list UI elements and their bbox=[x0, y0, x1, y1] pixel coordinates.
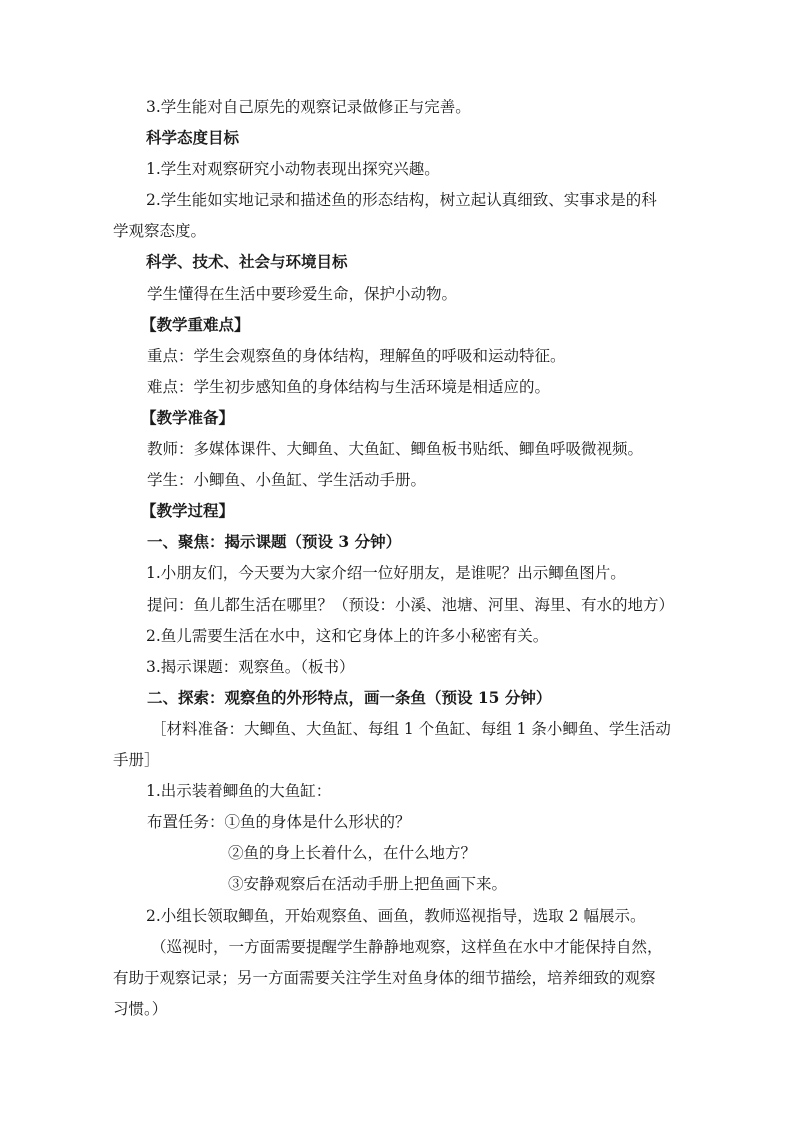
heading-process: 【教学过程】 bbox=[141, 501, 235, 520]
difficult-point: 难点：学生初步感知鱼的身体结构与生活环境是相适应的。 bbox=[147, 378, 551, 396]
stse-goal: 学生懂得在生活中要珍爱生命，保护小动物。 bbox=[147, 285, 458, 303]
goal-line-3: 3.学生能对自己原先的观察记录做修正与完善。 bbox=[146, 98, 471, 116]
task-3: ③安静观察后在活动手册上把鱼画下来。 bbox=[228, 875, 508, 893]
teacher-materials: 教师：多媒体课件、大鲫鱼、大鱼缸、鲫鱼板书贴纸、鲫鱼呼吸微视频。 bbox=[147, 440, 644, 458]
patrol-note: （巡视时，一方面需要提醒学生静静地观察，这样鱼在水中才能保持自然， bbox=[151, 938, 663, 956]
explore-step-1: 1.出示装着鲫鱼的大鱼缸： bbox=[146, 782, 332, 800]
patrol-note-cont: 有助于观察记录；另一方面需要关注学生对鱼身体的细节描绘，培养细致的观察 bbox=[113, 969, 656, 987]
task-1: 布置任务：①鱼的身体是什么形状的？ bbox=[147, 813, 411, 831]
explore-step-2: 2.小组长领取鲫鱼，开始观察鱼、画鱼，教师巡视指导，选取 2 幅展示。 bbox=[146, 907, 646, 925]
heading-key-difficult: 【教学重难点】 bbox=[141, 315, 250, 334]
attitude-goal-2-cont: 学观察态度。 bbox=[113, 222, 207, 240]
student-materials: 学生：小鲫鱼、小鱼缸、学生活动手册。 bbox=[147, 471, 427, 489]
focus-step-2: 2.鱼儿需要生活在水中，这和它身体上的许多小秘密有关。 bbox=[146, 627, 549, 645]
heading-attitude-goals: 科学态度目标 bbox=[146, 128, 240, 147]
focus-step-1: 1.小朋友们，今天要为大家介绍一位好朋友，是谁呢？出示鲫鱼图片。 bbox=[146, 564, 626, 582]
heading-preparation: 【教学准备】 bbox=[141, 408, 235, 427]
patrol-note-end: 习惯。） bbox=[113, 1000, 168, 1018]
section-explore: 二、探索：观察鱼的外形特点，画一条鱼（预设 15 分钟） bbox=[147, 688, 552, 707]
attitude-goal-1: 1.学生对观察研究小动物表现出探究兴趣。 bbox=[146, 160, 440, 178]
attitude-goal-2: 2.学生能如实地记录和描述鱼的形态结构，树立起认真细致、实事求是的科 bbox=[146, 191, 657, 209]
explore-materials: ［材料准备：大鲫鱼、大鱼缸、每组 1 个鱼缸、每组 1 条小鲫鱼、学生活动 bbox=[151, 720, 671, 738]
focus-step-3: 3.揭示课题：观察鱼。（板书） bbox=[146, 658, 355, 676]
focus-question: 提问：鱼儿都生活在哪里？（预设：小溪、池塘、河里、海里、有水的地方） bbox=[147, 596, 675, 614]
explore-materials-cont: 手册］ bbox=[113, 751, 160, 769]
section-focus: 一、聚焦：揭示课题（预设 3 分钟） bbox=[147, 532, 402, 551]
task-2: ②鱼的身上长着什么，在什么地方？ bbox=[228, 844, 477, 862]
key-point: 重点：学生会观察鱼的身体结构，理解鱼的呼吸和运动特征。 bbox=[147, 347, 566, 365]
heading-stse-goals: 科学、技术、社会与环境目标 bbox=[146, 252, 348, 271]
